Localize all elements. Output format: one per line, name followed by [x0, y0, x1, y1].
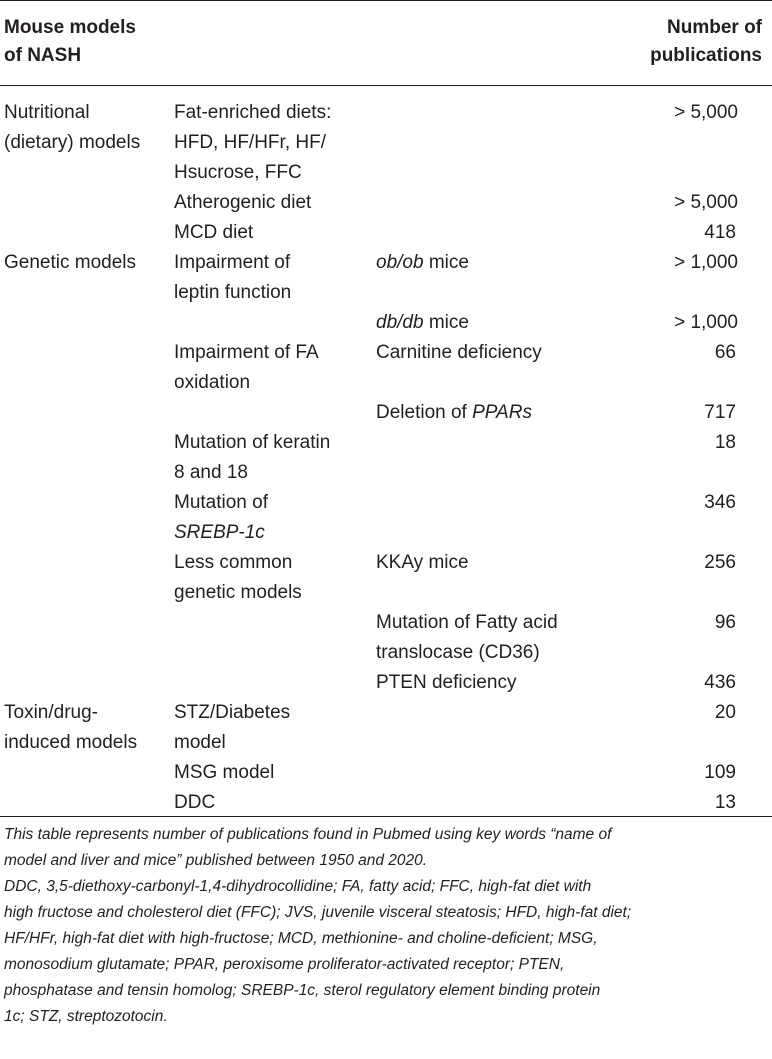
table-footnote-abbreviations: DDC, 3,5-diethoxy-carbonyl-1,4-dihydrocollidine; FA, fatty acid; FFC, high-fat diet with high fructose and cholesterol diet (FFC); JVS, juvenile visceral steatosis; HFD, high-fat diet; HF/HFr, high-fat diet with high-fructose; MCD, methionine- and choline-deficient; MSG, monosodium glutamate; PPAR, peroxisome proliferator-activated receptor; PTEN, phosphatase and tensin homolog; SREBP-1c, sterol regulatory element binding protein 1c; STZ, streptozotocin.: [4, 878, 632, 1025]
model-atherogenic-diet: Atherogenic diet: [174, 192, 312, 213]
model-fa-oxidation-impairment: Impairment of FA oxidation: [174, 342, 319, 393]
count-msg: 109: [704, 762, 736, 783]
submodel-ob-ob-mice: ob/ob mice: [376, 252, 469, 273]
model-leptin-impairment: Impairment of leptin function: [174, 252, 292, 303]
table-header-rule: [0, 85, 772, 86]
count-srebp: 346: [704, 492, 736, 513]
count-ob-ob: > 1,000: [674, 252, 738, 273]
count-atherogenic: > 5,000: [674, 192, 738, 213]
submodel-cd36-mutation: Mutation of Fatty acid translocase (CD36): [376, 612, 558, 663]
header-publications: Number of publications: [650, 17, 762, 66]
count-cd36: 96: [714, 612, 736, 633]
model-ddc: DDC: [174, 792, 216, 813]
model-msg: MSG model: [174, 762, 275, 783]
submodel-db-db-mice: db/db mice: [376, 312, 469, 333]
model-less-common-genetic: Less common genetic models: [174, 552, 302, 603]
model-keratin-mutation: Mutation of keratin 8 and 18: [174, 432, 331, 483]
category-nutritional: Nutritional (dietary) models: [4, 102, 141, 153]
count-kkay: 256: [704, 552, 736, 573]
model-srebp-mutation: Mutation of SREBP-1c: [174, 492, 268, 543]
count-db-db: > 1,000: [674, 312, 738, 333]
count-ppar: 717: [704, 402, 736, 423]
model-fat-enriched-diets: Fat-enriched diets: HFD, HF/HFr, HF/ Hsucrose, FFC: [174, 102, 332, 183]
count-ddc: 13: [714, 792, 736, 813]
header-model: Mouse models of NASH: [4, 17, 136, 66]
submodel-pten-deficiency: PTEN deficiency: [376, 672, 517, 693]
count-fat-enriched: > 5,000: [674, 102, 738, 123]
count-carnitine: 66: [714, 342, 736, 363]
submodel-ppar-deletion: Deletion of PPARs: [376, 402, 532, 423]
submodel-kkay-mice: KKAy mice: [376, 552, 469, 573]
category-genetic: Genetic models: [4, 252, 137, 273]
table-footnote-source: This table represents number of publications found in Pubmed using key words “name of model and liver and mice” published between 1950 and 2020.: [4, 826, 612, 869]
table-bottom-rule: [0, 816, 772, 817]
count-stz: 20: [714, 702, 736, 723]
count-keratin: 18: [714, 432, 736, 453]
submodel-carnitine-deficiency: Carnitine deficiency: [376, 342, 542, 363]
table-top-rule: [0, 0, 772, 1]
count-pten: 436: [704, 672, 736, 693]
model-stz-diabetes: STZ/Diabetes model: [174, 702, 291, 753]
category-toxin-drug: Toxin/drug- induced models: [4, 702, 138, 753]
count-mcd: 418: [704, 222, 736, 243]
model-mcd-diet: MCD diet: [174, 222, 254, 243]
